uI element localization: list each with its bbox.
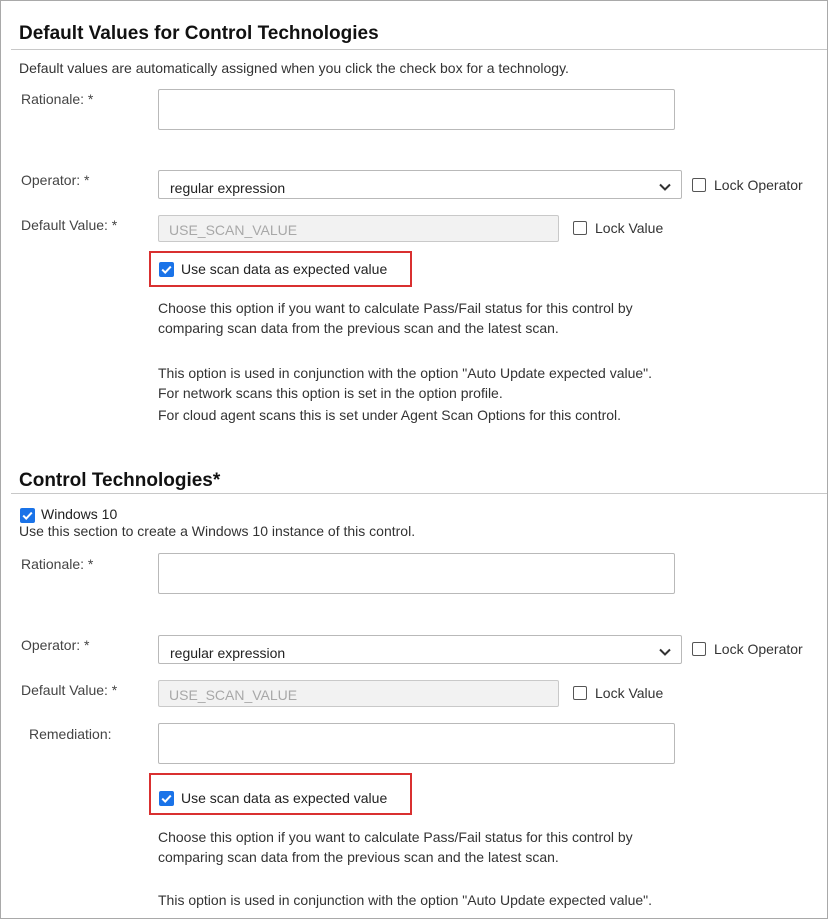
lock-operator-checkbox[interactable] bbox=[692, 642, 706, 656]
option-description-line: Choose this option if you want to calculate Pass/Fail status for this control by bbox=[158, 300, 633, 316]
rationale-input[interactable] bbox=[158, 89, 675, 130]
default-value-label: Default Value: * bbox=[21, 217, 118, 233]
operator-select[interactable] bbox=[158, 170, 682, 199]
lock-value-label: Lock Value bbox=[595, 685, 664, 701]
use-scan-data-label: Use scan data as expected value bbox=[181, 261, 388, 277]
lock-operator-label: Lock Operator bbox=[714, 641, 803, 657]
option-note-line: For cloud agent scans this is set under Agent Scan Options for this control. bbox=[158, 407, 622, 423]
rationale-label: Rationale: * bbox=[21, 556, 94, 572]
remediation-input[interactable] bbox=[158, 723, 675, 764]
default-values-intro: Default values are automatically assigned when you click the check box for a technology. bbox=[19, 60, 569, 76]
lock-value-checkbox[interactable] bbox=[573, 221, 587, 235]
chevron-down-icon bbox=[657, 179, 673, 195]
operator-label: Operator: * bbox=[21, 172, 90, 188]
operator-select-value: regular expression bbox=[170, 645, 286, 661]
checkmark-icon bbox=[159, 791, 174, 806]
rationale-input[interactable] bbox=[158, 553, 675, 594]
operator-select-value: regular expression bbox=[170, 180, 286, 196]
rationale-label: Rationale: * bbox=[21, 91, 94, 107]
use-scan-data-checkbox[interactable] bbox=[159, 791, 174, 806]
option-description-line: comparing scan data from the previous scan and the latest scan. bbox=[158, 849, 559, 865]
lock-operator-label: Lock Operator bbox=[714, 177, 803, 193]
control-technologies-heading: Control Technologies* bbox=[19, 470, 221, 491]
use-scan-data-label: Use scan data as expected value bbox=[181, 790, 388, 806]
default-value-input bbox=[158, 680, 559, 707]
lock-value-checkbox[interactable] bbox=[573, 686, 587, 700]
operator-select[interactable] bbox=[158, 635, 682, 664]
lock-value-label: Lock Value bbox=[595, 220, 664, 236]
windows-10-description: Use this section to create a Windows 10 instance of this control. bbox=[19, 523, 416, 539]
checkmark-icon bbox=[20, 508, 35, 523]
operator-label: Operator: * bbox=[21, 637, 90, 653]
default-value-label: Default Value: * bbox=[21, 682, 118, 698]
chevron-down-icon bbox=[657, 644, 673, 660]
windows-10-label: Windows 10 bbox=[41, 506, 118, 522]
default-value-text: USE_SCAN_VALUE bbox=[169, 222, 298, 238]
section-divider bbox=[11, 49, 827, 50]
remediation-label: Remediation: bbox=[29, 726, 112, 742]
option-description-line: Choose this option if you want to calculate Pass/Fail status for this control by bbox=[158, 829, 633, 845]
windows-10-checkbox[interactable] bbox=[20, 508, 35, 523]
option-description-line: comparing scan data from the previous scan and the latest scan. bbox=[158, 320, 559, 336]
use-scan-data-checkbox[interactable] bbox=[159, 262, 174, 277]
default-value-text: USE_SCAN_VALUE bbox=[169, 687, 298, 703]
default-value-input bbox=[158, 215, 559, 242]
checkmark-icon bbox=[159, 262, 174, 277]
option-note-line: This option is used in conjunction with the option "Auto Update expected value". bbox=[158, 892, 653, 908]
option-note-line: For network scans this option is set in the option profile. bbox=[158, 385, 503, 401]
option-note-line: This option is used in conjunction with the option "Auto Update expected value". bbox=[158, 365, 653, 381]
section-divider bbox=[11, 493, 827, 494]
lock-operator-checkbox[interactable] bbox=[692, 178, 706, 192]
default-values-heading: Default Values for Control Technologies bbox=[19, 23, 379, 44]
